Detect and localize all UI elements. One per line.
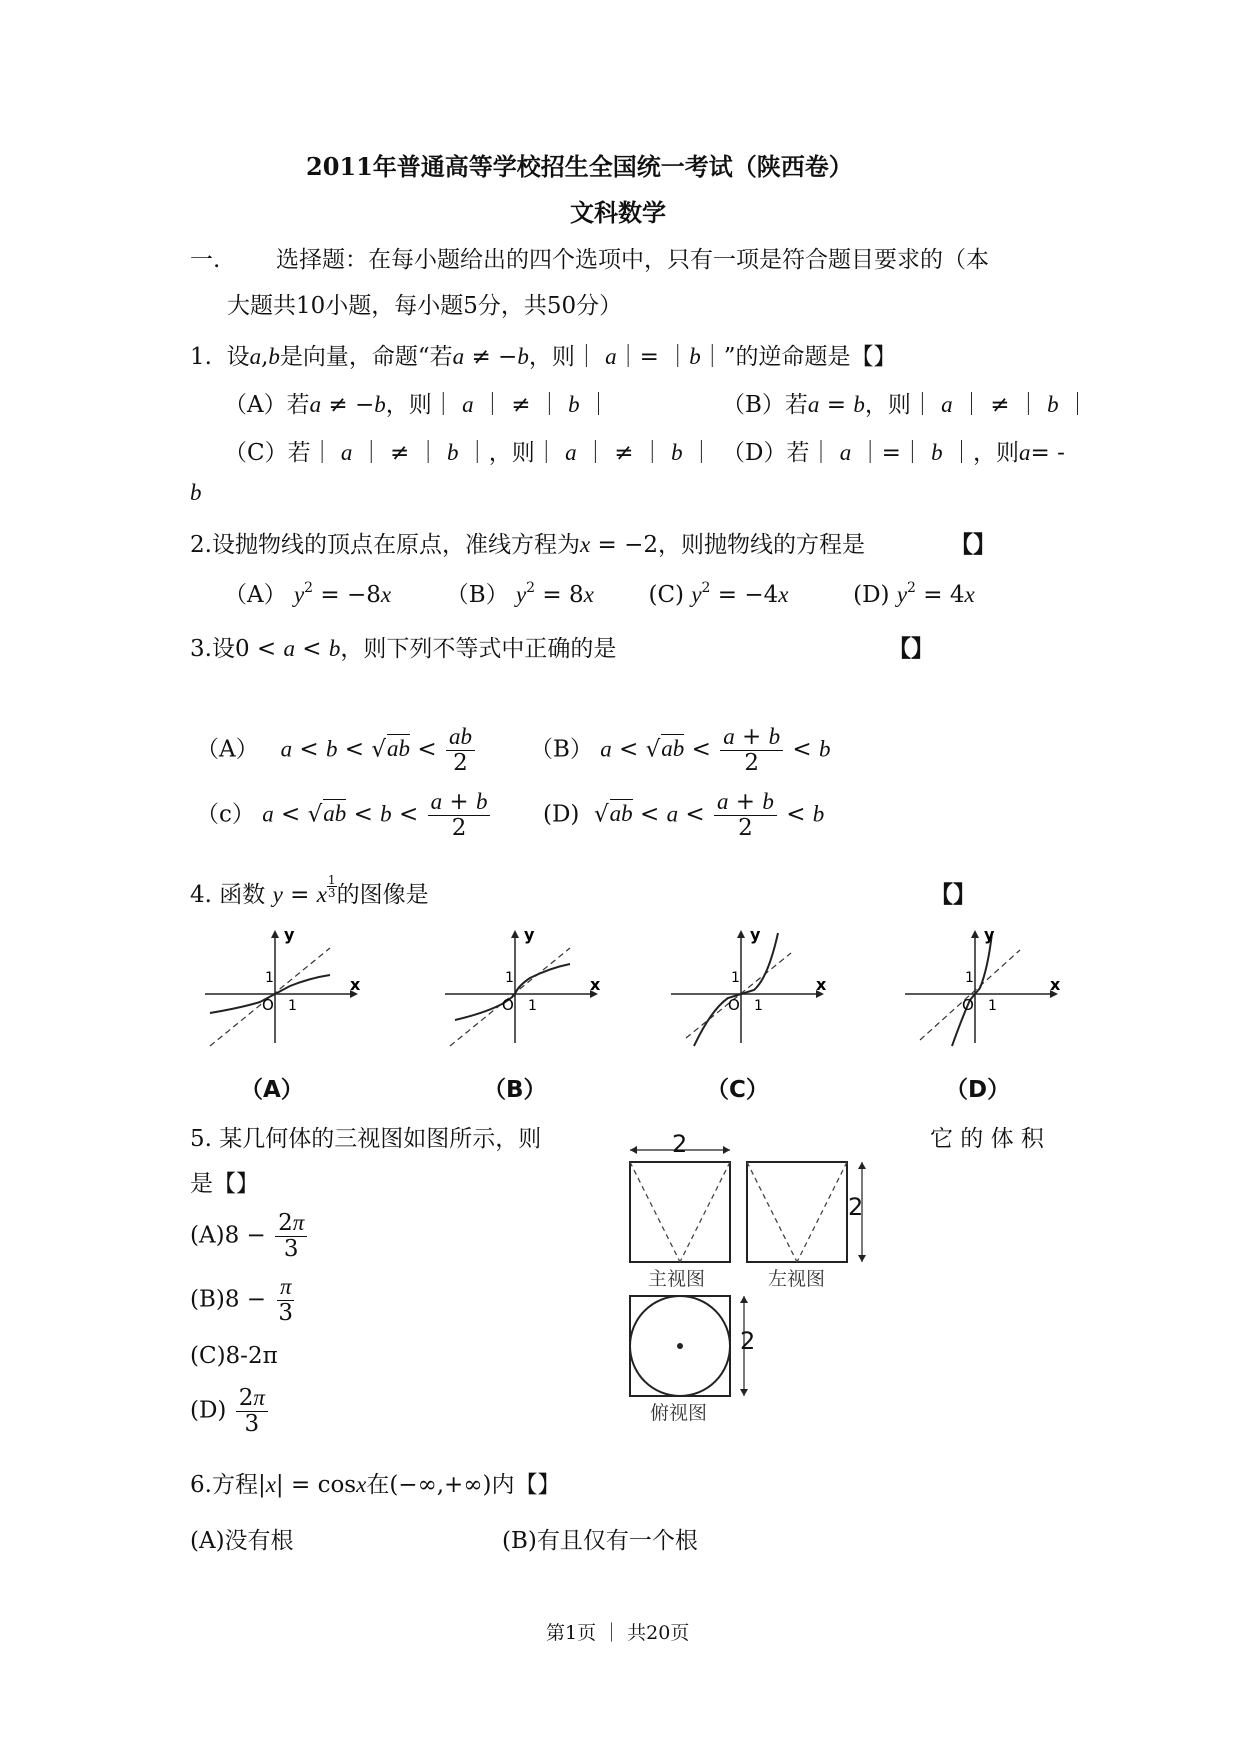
question-5-line2: 是【】 bbox=[190, 1171, 259, 1197]
q1-option-c: （C）若｜ a ｜ ≠ ｜ b ｜，则｜ a ｜ ≠ ｜ b ｜ bbox=[224, 440, 713, 466]
svg-text:x: x bbox=[1050, 975, 1060, 994]
svg-text:1: 1 bbox=[288, 998, 297, 1014]
page-subtitle: 文科数学 bbox=[570, 198, 666, 227]
svg-text:O: O bbox=[262, 996, 274, 1014]
question-6: 6.方程|x| = cosx在(−∞,+∞)内【】 bbox=[190, 1472, 561, 1498]
svg-text:1: 1 bbox=[505, 970, 514, 986]
svg-text:x: x bbox=[350, 975, 360, 994]
q5-option-d: (D) $\frac{2\pi}{3}$ bbox=[190, 1385, 270, 1438]
svg-text:y: y bbox=[524, 928, 535, 944]
graph-a bbox=[200, 928, 360, 1048]
q1-option-d: （D）若｜ a ｜=｜ b ｜，则a= - bbox=[722, 440, 1065, 466]
svg-text:y: y bbox=[284, 928, 295, 944]
q3-option-d: (D) √ab < a < $\frac{a + b}{2}$ < b bbox=[543, 789, 825, 842]
svg-text:y: y bbox=[984, 928, 995, 944]
front-view-dim: 2 bbox=[672, 1130, 688, 1158]
q5-option-b: (B)8 − $\frac{\pi}{3}$ bbox=[190, 1274, 294, 1327]
svg-text:O: O bbox=[502, 996, 514, 1014]
svg-text:y: y bbox=[750, 928, 761, 944]
svg-text:1: 1 bbox=[731, 970, 740, 986]
svg-text:1: 1 bbox=[265, 970, 274, 986]
section-number: 一. bbox=[190, 247, 221, 273]
q3-option-c: （c） a < √ab < b < $\frac{a + b}{2}$ bbox=[196, 789, 492, 842]
svg-text:x: x bbox=[816, 975, 826, 994]
q3-option-b: （B） a < √ab < $\frac{a + b}{2}$ < b bbox=[530, 724, 831, 777]
graph-b-label: （B） bbox=[483, 1077, 547, 1103]
page-footer: 第1页 ｜ 共20页 bbox=[546, 1622, 690, 1644]
q6-option-b: (B)有且仅有一个根 bbox=[502, 1528, 698, 1554]
question-4: 4. 函数 y = x $\frac{1}{3}$ 的图像是 bbox=[190, 873, 429, 908]
svg-text:1: 1 bbox=[528, 998, 537, 1014]
svg-text:1: 1 bbox=[965, 970, 974, 986]
side-view-label: 左视图 bbox=[768, 1268, 826, 1290]
section-instruction-line2: 大题共10小题，每小题5分，共50分） bbox=[227, 293, 623, 319]
svg-text:O: O bbox=[728, 996, 740, 1014]
q6-option-a: (A)没有根 bbox=[190, 1528, 294, 1554]
graph-d-label: （D） bbox=[945, 1077, 1011, 1103]
graph-b bbox=[440, 928, 600, 1048]
top-view-label: 俯视图 bbox=[650, 1402, 708, 1424]
q2-answer-bracket: 【】 bbox=[950, 531, 996, 558]
front-view-label: 主视图 bbox=[648, 1268, 706, 1290]
side-view-dim: 2 bbox=[848, 1193, 864, 1221]
q3-option-a: （A） a < b < √ab < $\frac{ab}{2}$ bbox=[196, 724, 477, 777]
question-5-right: 它 的 体 积 bbox=[930, 1126, 1044, 1152]
question-3: 3.设0 < a < b，则下列不等式中正确的是 bbox=[190, 636, 617, 662]
graph-c bbox=[666, 928, 826, 1048]
q5-option-a: (A)8 − $\frac{2\pi}{3}$ bbox=[190, 1210, 309, 1263]
section-instruction-line1: 选择题：在每小题给出的四个选项中，只有一项是符合题目要求的（本 bbox=[276, 247, 989, 273]
q5-option-c: (C)8-2π bbox=[190, 1343, 278, 1369]
q1-option-b: （B）若a = b，则｜ a ｜ ≠ ｜ b ｜ bbox=[722, 392, 1089, 418]
question-2: 2.设抛物线的顶点在原点，准线方程为x = −2，则抛物线的方程是 bbox=[190, 532, 865, 558]
graph-a-label: （A） bbox=[240, 1077, 304, 1103]
svg-text:O: O bbox=[962, 996, 974, 1014]
svg-text:1: 1 bbox=[754, 998, 763, 1014]
q3-answer-bracket: 【】 bbox=[888, 635, 934, 662]
svg-text:1: 1 bbox=[988, 998, 997, 1014]
top-view-dim: 2 bbox=[740, 1327, 756, 1355]
svg-text:x: x bbox=[590, 975, 600, 994]
graph-c-label: （C） bbox=[706, 1077, 769, 1103]
q2-options: （A） $y^2 = -8x$ （B） $y^2 = 8x$ (C) $y^2 = -4x$ (D) $y^2 = 4x$ bbox=[224, 580, 975, 608]
q1-option-a: （A）若a ≠ −b，则｜ a ｜ ≠ ｜ b ｜ bbox=[224, 392, 610, 418]
q4-answer-bracket: 【】 bbox=[930, 881, 976, 908]
q1-option-d-wrap: b bbox=[190, 480, 202, 505]
question-1: 1. 设a,b是向量，命题“若a ≠ −b，则｜ a｜= ｜b｜”的逆命题是【】 bbox=[190, 344, 897, 370]
graph-d bbox=[900, 928, 1060, 1048]
question-5: 5. 某几何体的三视图如图所示，则 bbox=[190, 1126, 542, 1152]
page-title: 2011年普通高等学校招生全国统一考试（陕西卷） bbox=[306, 152, 853, 181]
